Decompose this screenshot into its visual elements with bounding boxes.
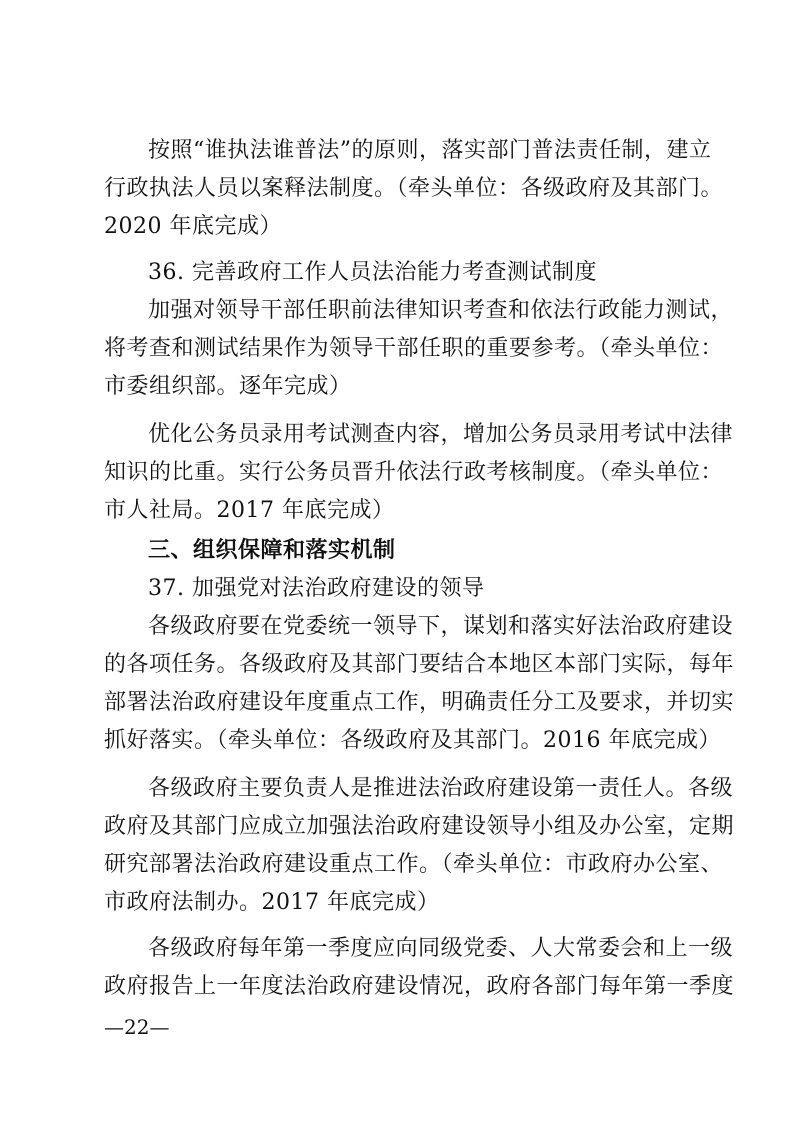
paragraph-line: 2020 年底完成）: [104, 214, 282, 239]
page-number: —22—: [104, 1015, 170, 1039]
paragraph-line: 各级政府要在党委统一领导下，谋划和落实好法治政府建设: [148, 614, 734, 639]
section-heading-36: 36. 完善政府工作人员法治能力考查测试制度: [148, 260, 597, 285]
paragraph-line: 市政府法制办。2017 年底完成）: [104, 890, 440, 915]
chapter-heading: 三、组织保障和落实机制: [148, 538, 396, 563]
paragraph-line: 政府及其部门应成立加强法治政府建设领导小组及办公室，定期: [104, 814, 735, 839]
paragraph-line: 部署法治政府建设年度重点工作，明确责任分工及要求，并切实: [104, 690, 735, 715]
paragraph-line: 市人社局。2017 年底完成）: [104, 498, 395, 523]
paragraph-line: 各级政府每年第一季度应向同级党委、人大常委会和上一级: [148, 936, 734, 961]
paragraph-line: 的各项任务。各级政府及其部门要结合本地区本部门实际，每年: [104, 652, 735, 677]
paragraph-line: 各级政府主要负责人是推进法治政府建设第一责任人。各级: [148, 776, 734, 801]
paragraph-line: 抓好落实。（牵头单位：各级政府及其部门。2016 年底完成）: [104, 728, 721, 753]
paragraph-line: 优化公务员录用考试测查内容，增加公务员录用考试中法律: [148, 422, 734, 447]
paragraph-line: 按照“谁执法谁普法”的原则，落实部门普法责任制，建立: [148, 138, 712, 163]
paragraph-line: 加强对领导干部任职前法律知识考查和依法行政能力测试，: [148, 298, 734, 323]
paragraph-line: 研究部署法治政府建设重点工作。（牵头单位：市政府办公室、: [104, 852, 724, 877]
paragraph-line: 政府报告上一年度法治政府建设情况，政府各部门每年第一季度: [104, 974, 735, 999]
paragraph-line: 市委组织部。逐年完成）: [104, 374, 352, 399]
paragraph-line: 行政执法人员以案释法制度。（牵头单位：各级政府及其部门。: [104, 176, 724, 201]
paragraph-line: 将考查和测试结果作为领导干部任职的重要参考。（牵头单位：: [104, 336, 724, 361]
section-heading-37: 37. 加强党对法治政府建设的领导: [148, 576, 485, 601]
paragraph-line: 知识的比重。实行公务员晋升依法行政考核制度。（牵头单位：: [104, 460, 724, 485]
